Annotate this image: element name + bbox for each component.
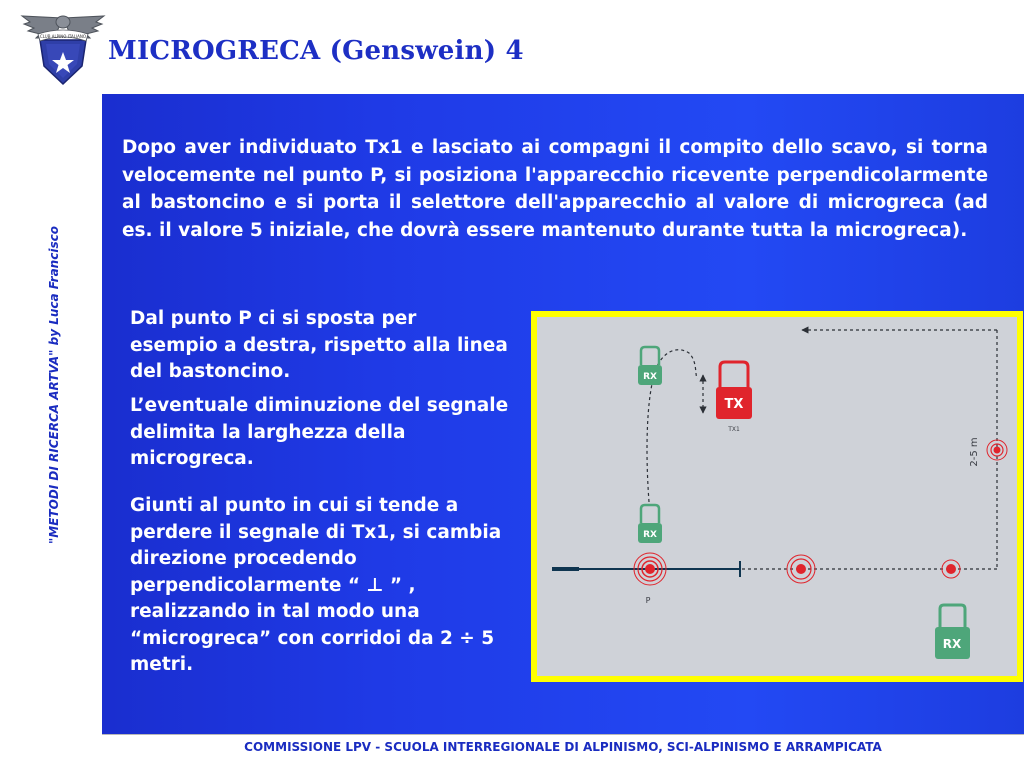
svg-text:RX: RX bbox=[942, 637, 962, 651]
footer-text: COMMISSIONE LPV - SCUOLA INTERREGIONALE DI ALPINISMO, SCI-ALPINISMO E ARRAMPICATA bbox=[244, 740, 882, 754]
microgreca-diagram bbox=[531, 311, 1023, 682]
tx-caption: TX1 bbox=[728, 426, 740, 433]
svg-text:RX: RX bbox=[643, 530, 657, 540]
intro-paragraph: Dopo aver individuato Tx1 e lasciato ai compagni il compito dello scavo, si torna velocemente nel punto P, si posiziona l'apparecchio ricevente perpendicolarmente al bastoncino e si porta il selettore dell'apparecchio al valore di microgreca (ad es. il valore 5 iniziale, che dovrà essere mantenuto durante tutta la microgreca). bbox=[122, 137, 988, 241]
point-p-target bbox=[634, 553, 666, 605]
tx-icon bbox=[716, 362, 752, 433]
footer-divider bbox=[102, 734, 1024, 735]
target-right bbox=[942, 560, 960, 578]
distance-label: 2-5 m bbox=[969, 437, 980, 467]
page-title: MICROGRECA (Genswein) 4 bbox=[108, 36, 524, 66]
paragraph-2: L’eventuale diminuzione del segnale delimita la larghezza della microgreca. bbox=[130, 395, 509, 469]
rx-top-icon bbox=[638, 347, 662, 385]
rx-middle-icon bbox=[638, 505, 662, 543]
rx-bottom-icon bbox=[935, 605, 970, 659]
club-alpino-logo bbox=[20, 8, 106, 88]
svg-text:RX: RX bbox=[643, 372, 657, 382]
logo-ribbon-text: CLUB ALPINO ITALIANO bbox=[39, 34, 87, 39]
paragraph-3: Giunti al punto in cui si tende a perdere il segnale di Tx1, si cambia direzione procedendo perpendicolarmente “ ⊥ ” , realizzando in tal modo una “microgreca” con corridoi da 2 ÷ 5 metri. bbox=[130, 495, 502, 675]
point-p-label: P bbox=[645, 596, 651, 605]
paragraph-1: Dal punto P ci si sposta per esempio a destra, rispetto alla linea del bastoncino. bbox=[130, 308, 508, 382]
svg-text:TX: TX bbox=[724, 397, 744, 412]
target-middle bbox=[787, 555, 815, 583]
vertical-credit-text: "METODI DI RICERCA ARTVA" by Luca Francisco bbox=[47, 226, 61, 544]
